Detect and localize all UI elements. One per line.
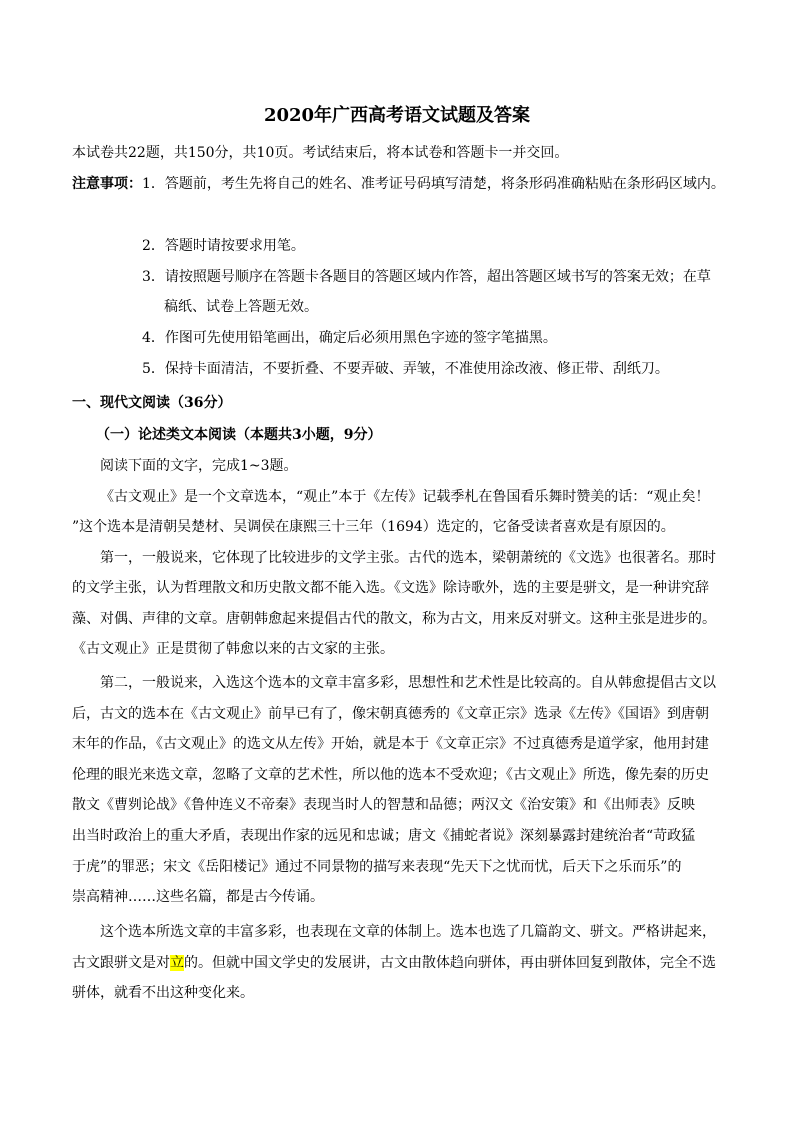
paragraph-3-line-1: 第二，一般说来，入选这个选本的文章丰富多彩，思想性和艺术性是比较高的。自从韩愈提倡古文以 <box>100 675 716 691</box>
paragraph-1-line-1: 《古文观止》是一个文章选本，“观止”本于《左传》记载季札在鲁国看乐舞时赞美的话：“观止矣！ <box>100 489 710 505</box>
note-item-2: 2．答题时请按要求用笔。 <box>142 238 305 254</box>
paragraph-3-line-6: 出当时政治上的重大矛盾，表现出作家的远见和忠诚；唐文《捕蛇者说》深刻暴露封建统治者“苛政猛 <box>72 828 696 844</box>
note-item-4: 4．作图可先使用铅笔画出，确定后必须用黑色字迹的签字笔描黑。 <box>142 330 557 346</box>
paragraph-4-line-2-end: 的。但就中国文学史的发展讲，古文由散体趋向骈体，再由骈体回复到散体，完全不选 <box>184 955 716 971</box>
notes-label: 注意事项： <box>72 176 142 192</box>
subsection-heading: （一）论述类文本阅读（本题共3小题，9分） <box>96 427 382 443</box>
paragraph-3-line-4: 伦理的眼光来选文章，忽略了文章的艺术性，所以他的选本不受欢迎；《古文观止》所选，像先秦的历史 <box>72 767 709 783</box>
note-item-3: 3．请按照题号顺序在答题卡各题目的答题区域内作答，超出答题区域书写的答案无效；在草 <box>142 269 711 285</box>
paragraph-3-line-2: 后，古文的选本在《古文观止》前早已有了，像宋朝真德秀的《文章正宗》选录《左传》《国语》到唐朝 <box>72 706 709 722</box>
paragraph-1-line-2: ”这个选本是清朝吴楚材、吴调侯在康熙三十三年（1694）选定的，它备受读者喜欢是有原因的。 <box>72 519 675 535</box>
notes-line-1 <box>72 174 725 194</box>
paragraph-4-line-2-start: 古文跟骈文是对 <box>72 955 170 971</box>
reading-instruction: 阅读下面的文字，完成1~3题。 <box>100 458 298 474</box>
paragraph-2-line-4: 《古文观止》正是贯彻了韩愈以来的古文家的主张。 <box>72 641 394 657</box>
paragraph-4-line-3: 骈体，就看不出这种变化来。 <box>72 985 254 1001</box>
paragraph-4-line-1: 这个选本所选文章的丰富多彩，也表现在文章的体制上。选本也选了几篇韵文、骈文。严格讲起来， <box>100 924 716 940</box>
section-heading: 一、现代文阅读（36分） <box>72 395 232 411</box>
paragraph-2-line-2: 的文学主张，认为哲理散文和历史散文都不能入选。《文选》除诗歌外，选的主要是骈文，是一种讲究辞 <box>72 580 709 596</box>
note-item-3-cont: 稿纸、试卷上答题无效。 <box>164 299 318 315</box>
paragraph-3-line-5: 散文《曹刿论战》《鲁仲连义不帝秦》表现当时人的智慧和品德；两汉文《治安策》和《出师表》反映 <box>72 797 695 813</box>
intro-text: 本试卷共22题，共150分，共10页。考试结束后，将本试卷和答题卡一并交回。 <box>72 145 569 161</box>
paragraph-2-line-1: 第一，一般说来，它体现了比较进步的文学主张。古代的选本，梁朝萧统的《文选》也很著名。那时 <box>100 550 716 566</box>
note-item-1: 1．答题前，考生先将自己的姓名、准考证号码填写清楚，将条形码准确粘贴在条形码区域内。 <box>142 176 725 192</box>
paragraph-3-line-3: 末年的作品，《古文观止》的选文从左传》开始，就是本于《文章正宗》不过真德秀是道学家，他用封建 <box>72 736 709 752</box>
paragraph-3-line-8: 崇高精神……这些名篇，都是古今传诵。 <box>72 889 324 905</box>
paragraph-2-line-3: 藻、对偶、声律的文章。唐朝韩愈起来提倡古代的散文，称为古文，用来反对骈文。这种主张是进步的。 <box>72 611 716 627</box>
paragraph-3-line-7: 于虎”的罪恶；宋文《岳阳楼记》通过不同景物的描写来表现“先天下之忧而忧，后天下之乐而乐”的 <box>72 859 682 875</box>
note-item-5: 5．保持卡面清洁，不要折叠、不要弄破、弄皱，不准使用涂改液、修正带、刮纸刀。 <box>142 361 669 377</box>
paragraph-4-line-2 <box>72 953 722 973</box>
highlighted-word: 立 <box>170 955 184 971</box>
page-title: 2020年广西高考语文试题及答案 <box>263 105 531 126</box>
